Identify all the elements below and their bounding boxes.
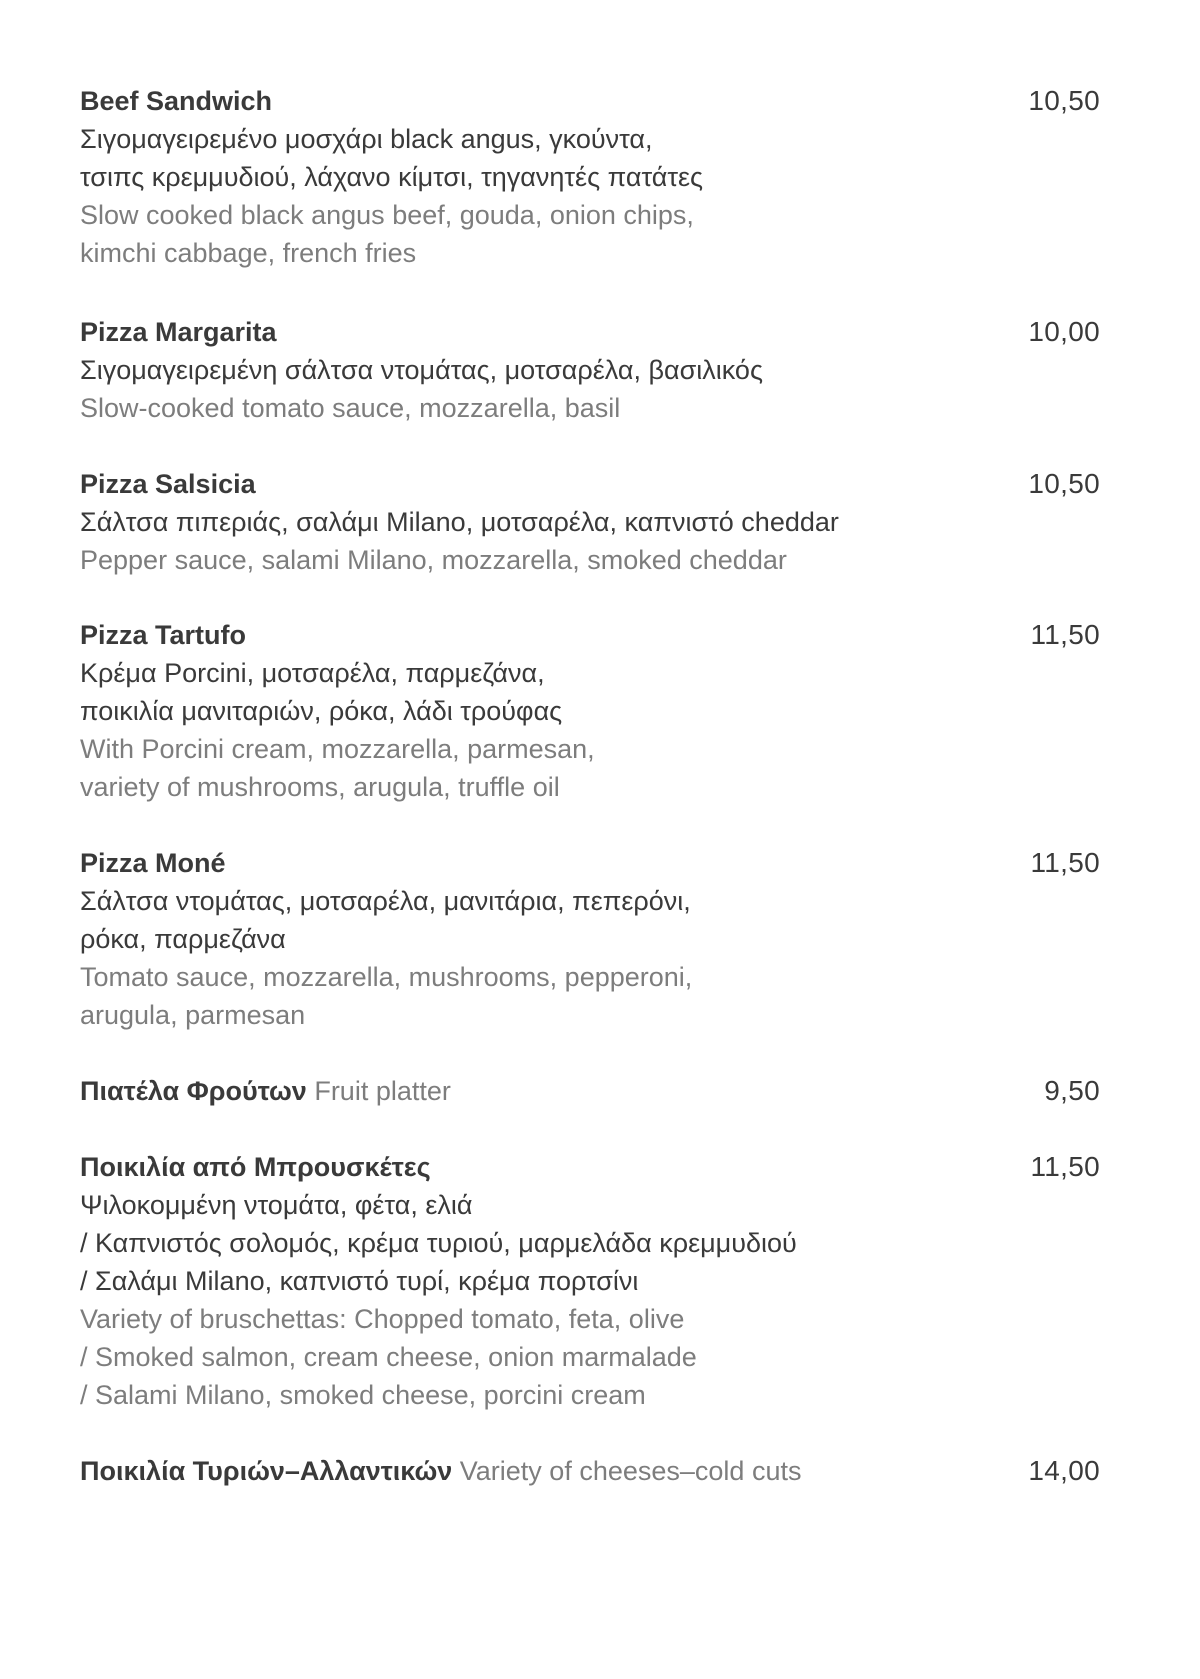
item-name: Ποικιλία από Μπρουσκέτες [80,1152,431,1182]
item-description-english: With Porcini cream, mozzarella, parmesan, [80,734,595,764]
item-price: 11,50 [1030,1151,1100,1182]
item-price: 10,50 [1028,468,1100,499]
item-name-line [80,1452,1100,1490]
item-description-english: Slow cooked black angus beef, gouda, onion chips, [80,200,694,230]
item-description-greek: / Καπνιστός σολομός, κρέμα τυριού, μαρμελάδα κρεμμυδιού [80,1228,797,1258]
item-description-english: kimchi cabbage, french fries [80,238,417,268]
menu-item-pizza-tartufo [80,616,1100,806]
item-description-greek: Ψιλοκομμένη ντομάτα, φέτα, ελιά [80,1190,473,1220]
menu-page [80,0,1100,1679]
item-name: Πιατέλα Φρούτων [80,1076,307,1106]
item-name: Pizza Moné [80,848,226,878]
menu-item-pizza-margarita [80,313,1100,427]
item-description-greek: τσιπς κρεμμυδιού, λάχανο κίμτσι, τηγανητές πατάτες [80,162,704,192]
menu-item-bruschettas [80,1148,1100,1414]
item-description-english: Tomato sauce, mozzarella, mushrooms, pepperoni, [80,962,693,992]
item-name: Ποικιλία Τυριών–Αλλαντικών [80,1456,453,1486]
item-description-greek: Σάλτσα ντομάτας, μοτσαρέλα, μανιτάρια, πεπερόνι, [80,886,691,916]
item-name-english: Variety of cheeses–cold cuts [459,1456,802,1486]
item-description-greek: / Σαλάμι Milano, καπνιστό τυρί, κρέμα πορτσίνι [80,1266,639,1296]
item-price: 11,50 [1030,619,1100,650]
item-price: 14,00 [1028,1455,1100,1486]
item-description-greek: Σιγομαγειρεμένη σάλτσα ντομάτας, μοτσαρέλα, βασιλικός [80,355,763,385]
menu-item-cheeses-cold-cuts [80,1452,1100,1490]
item-price: 10,00 [1028,316,1100,347]
item-description-greek: Σιγομαγειρεμένο μοσχάρι black angus, γκούντα, [80,124,653,154]
item-name-line [80,1072,1100,1110]
menu-item-beef-sandwich [80,82,1100,272]
item-description-greek: ποικιλία μανιταριών, ρόκα, λάδι τρούφας [80,696,563,726]
menu-item-pizza-mone [80,844,1100,1034]
item-description-english: arugula, parmesan [80,1000,306,1030]
item-description-english: / Salami Milano, smoked cheese, porcini cream [80,1380,646,1410]
item-description-english: / Smoked salmon, cream cheese, onion marmalade [80,1342,697,1372]
item-description-english: Variety of bruschettas: Chopped tomato, feta, olive [80,1304,685,1334]
item-price: 10,50 [1028,85,1100,116]
item-description-english: Pepper sauce, salami Milano, mozzarella, smoked cheddar [80,545,787,575]
item-name: Beef Sandwich [80,86,273,116]
item-name-english: Fruit platter [314,1076,451,1106]
item-description-greek: ρόκα, παρμεζάνα [80,924,286,954]
item-price: 9,50 [1044,1075,1100,1106]
item-description-english: variety of mushrooms, arugula, truffle oil [80,772,560,802]
item-name: Pizza Margarita [80,317,277,347]
item-name: Pizza Tartufo [80,620,247,650]
item-description-greek: Σάλτσα πιπεριάς, σαλάμι Milano, μοτσαρέλα, καπνιστό cheddar [80,507,839,537]
item-description-greek: Κρέμα Porcini, μοτσαρέλα, παρμεζάνα, [80,658,545,688]
menu-item-fruit-platter [80,1072,1100,1110]
menu-item-pizza-salsicia [80,465,1100,579]
item-name: Pizza Salsicia [80,469,256,499]
item-description-english: Slow-cooked tomato sauce, mozzarella, basil [80,393,621,423]
item-price: 11,50 [1030,847,1100,878]
